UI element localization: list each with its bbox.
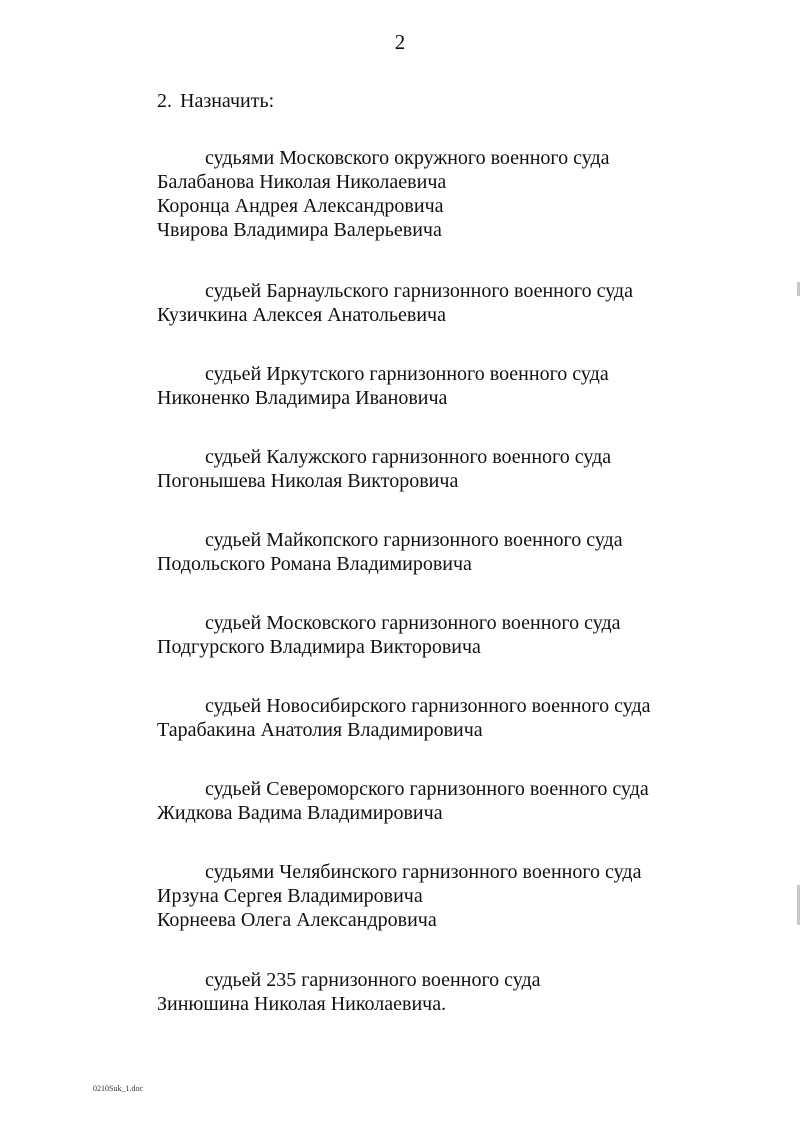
clause-number: 2. — [157, 90, 172, 112]
judge-name: Чвирова Владимира Валерьевича — [157, 219, 442, 241]
court-position: судьей Иркутского гарнизонного военного суда — [205, 363, 609, 385]
appointment-block — [157, 968, 757, 1016]
court-position: судьей Московского гарнизонного военного суда — [205, 612, 621, 634]
judge-name: Погонышева Николая Викторовича — [157, 470, 459, 492]
judge-name: Никоненко Владимира Ивановича — [157, 387, 448, 409]
court-position: судьей Майкопского гарнизонного военного суда — [205, 529, 623, 551]
judge-name: Тарабакина Анатолия Владимировича — [157, 719, 483, 741]
appointment-block — [157, 445, 757, 493]
judge-name: Подгурского Владимира Викторовича — [157, 636, 481, 658]
judge-name: Подольского Романа Владимировича — [157, 553, 472, 575]
appointment-block — [157, 528, 757, 576]
judge-name: Корнеева Олега Александровича — [157, 909, 437, 931]
appointment-block — [157, 777, 757, 825]
appointment-block — [157, 860, 757, 932]
judge-name: Кузичкина Алексея Анатольевича — [157, 304, 446, 326]
appointment-block — [157, 146, 757, 242]
court-position: судьей 235 гарнизонного военного суда — [205, 969, 541, 991]
judge-name: Жидкова Вадима Владимировича — [157, 802, 443, 824]
court-position: судьей Североморского гарнизонного военного суда — [205, 778, 649, 800]
judge-name: Зинюшина Николая Николаевича. — [157, 993, 447, 1015]
clause-heading — [157, 89, 274, 113]
appointment-block — [157, 611, 757, 659]
appointment-block — [157, 362, 757, 410]
court-position: судьей Калужского гарнизонного военного суда — [205, 446, 612, 468]
court-position: судьей Барнаульского гарнизонного военного суда — [205, 280, 633, 302]
page-number: 2 — [394, 30, 406, 54]
court-position: судьями Московского окружного военного суда — [205, 147, 610, 169]
document-code: 0210Suk_1.doc — [93, 1084, 143, 1093]
court-position: судьями Челябинского гарнизонного военного суда — [205, 861, 642, 883]
clause-verb: Назначить: — [180, 90, 275, 112]
judge-name: Балабанова Николая Николаевича — [157, 171, 447, 193]
appointment-block — [157, 279, 757, 327]
judge-name: Ирзуна Сергея Владимировича — [157, 885, 423, 907]
appointment-block — [157, 694, 757, 742]
court-position: судьей Новосибирского гарнизонного военного суда — [205, 695, 651, 717]
judge-name: Коронца Андрея Александровича — [157, 195, 444, 217]
